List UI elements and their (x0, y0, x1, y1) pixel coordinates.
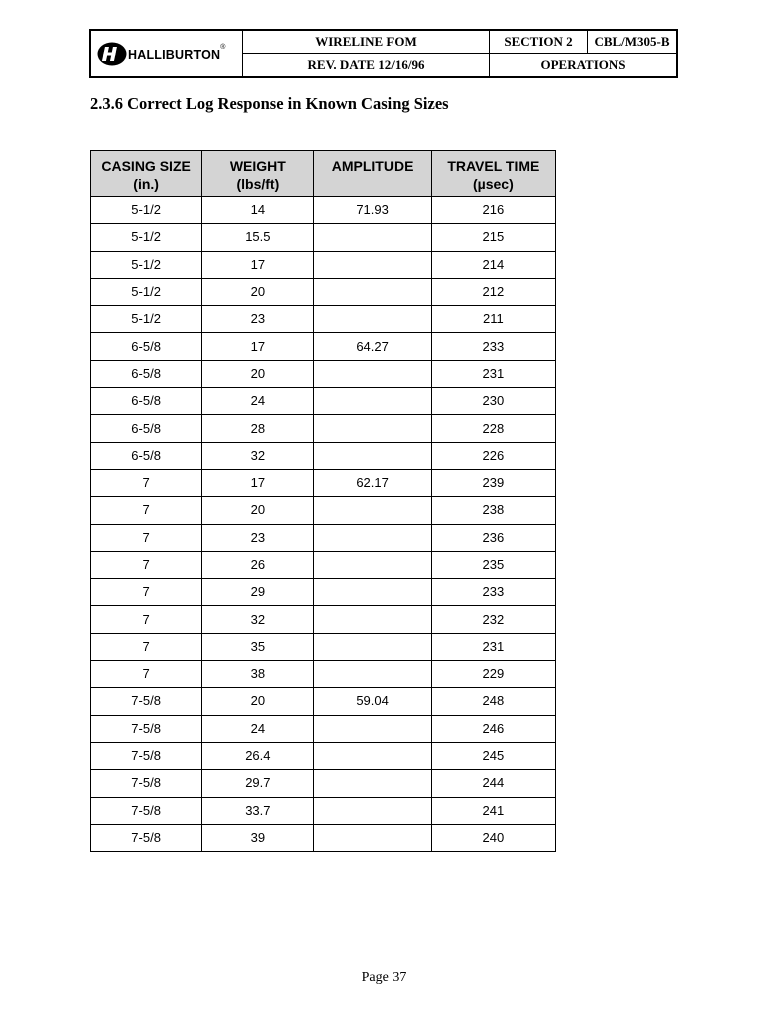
cell-amplitude: 62.17 (314, 469, 431, 496)
table-row (91, 415, 556, 442)
cell-weight: 32 (202, 442, 314, 469)
cell-amplitude (314, 306, 431, 333)
cell-travel-time: 233 (431, 579, 555, 606)
cell-weight: 14 (202, 197, 314, 224)
table-row (91, 469, 556, 496)
table-row (91, 360, 556, 387)
cell-weight: 23 (202, 306, 314, 333)
page-number: Page 37 (361, 970, 407, 985)
cell-travel-time: 212 (431, 278, 555, 305)
document-code: CBL/M305-B (594, 34, 670, 49)
table-row (91, 333, 556, 360)
table-row (91, 688, 556, 715)
header-amplitude (314, 151, 431, 197)
header-unit: (µsec) (472, 176, 514, 192)
logo-text: HALLIBURTON (128, 47, 221, 62)
table-row (91, 742, 556, 769)
cell-casing-size: 7-5/8 (91, 824, 202, 851)
header-line: TRAVEL TIME (447, 158, 540, 174)
cell-casing-size: 5-1/2 (91, 251, 202, 278)
cell-casing-size: 6-5/8 (91, 333, 202, 360)
cell-weight: 35 (202, 633, 314, 660)
header-unit: (lbs/ft) (236, 176, 280, 192)
cell-weight: 28 (202, 415, 314, 442)
cell-casing-size: 7 (91, 606, 202, 633)
cell-amplitude (314, 579, 431, 606)
cell-travel-time: 244 (431, 770, 555, 797)
chapter-label: OPERATIONS (540, 57, 626, 72)
cell-travel-time: 232 (431, 606, 555, 633)
cell-amplitude: 59.04 (314, 688, 431, 715)
cell-amplitude (314, 824, 431, 851)
cell-weight: 15.5 (202, 224, 314, 251)
header-casing-size (91, 151, 202, 197)
casing-response-table (90, 150, 556, 852)
cell-weight: 20 (202, 497, 314, 524)
header-line: WEIGHT (229, 158, 286, 174)
cell-travel-time: 240 (431, 824, 555, 851)
cell-amplitude (314, 251, 431, 278)
table-row (91, 497, 556, 524)
table-row (91, 633, 556, 660)
cell-travel-time: 245 (431, 742, 555, 769)
table-header-row (91, 151, 556, 197)
cell-casing-size: 7-5/8 (91, 797, 202, 824)
table-row (91, 579, 556, 606)
table-row (91, 606, 556, 633)
table-row (91, 715, 556, 742)
cell-travel-time: 211 (431, 306, 555, 333)
cell-casing-size: 5-1/2 (91, 224, 202, 251)
cell-weight: 23 (202, 524, 314, 551)
cell-casing-size: 7 (91, 469, 202, 496)
cell-travel-time: 246 (431, 715, 555, 742)
cell-amplitude (314, 742, 431, 769)
cell-casing-size: 6-5/8 (91, 388, 202, 415)
halliburton-logo-icon (97, 42, 127, 66)
cell-travel-time: 226 (431, 442, 555, 469)
cell-amplitude (314, 524, 431, 551)
cell-amplitude (314, 224, 431, 251)
cell-amplitude (314, 715, 431, 742)
cell-amplitude: 64.27 (314, 333, 431, 360)
cell-weight: 26 (202, 551, 314, 578)
cell-travel-time: 230 (431, 388, 555, 415)
table-row (91, 278, 556, 305)
section-label: SECTION 2 (490, 31, 588, 53)
cell-travel-time: 238 (431, 497, 555, 524)
cell-amplitude (314, 551, 431, 578)
table-row (91, 442, 556, 469)
cell-travel-time: 248 (431, 688, 555, 715)
manual-name: WIRELINE FOM (243, 31, 490, 53)
cell-travel-time: 216 (431, 197, 555, 224)
cell-amplitude: 71.93 (314, 197, 431, 224)
cell-weight: 17 (202, 333, 314, 360)
cell-casing-size: 5-1/2 (91, 306, 202, 333)
cell-casing-size: 7 (91, 524, 202, 551)
cell-weight: 33.7 (202, 797, 314, 824)
revision-date: REV. DATE 12/16/96 (243, 54, 490, 76)
cell-weight: 24 (202, 388, 314, 415)
cell-amplitude (314, 770, 431, 797)
cell-casing-size: 7 (91, 497, 202, 524)
cell-casing-size: 7-5/8 (91, 715, 202, 742)
cell-amplitude (314, 497, 431, 524)
cell-weight: 26.4 (202, 742, 314, 769)
cell-amplitude (314, 606, 431, 633)
cell-weight: 38 (202, 661, 314, 688)
cell-casing-size: 6-5/8 (91, 360, 202, 387)
cell-casing-size: 6-5/8 (91, 442, 202, 469)
table-row (91, 388, 556, 415)
cell-travel-time: 228 (431, 415, 555, 442)
cell-travel-time: 231 (431, 360, 555, 387)
cell-casing-size: 5-1/2 (91, 278, 202, 305)
section-title: 2.3.6 Correct Log Response in Known Casing Sizes (90, 94, 449, 113)
table-body (91, 197, 556, 852)
document-header (89, 29, 678, 78)
cell-travel-time: 235 (431, 551, 555, 578)
cell-casing-size: 7 (91, 661, 202, 688)
header-line: CASING SIZE (101, 158, 191, 174)
cell-travel-time: 215 (431, 224, 555, 251)
cell-casing-size: 7-5/8 (91, 770, 202, 797)
table-row (91, 770, 556, 797)
header-weight (202, 151, 314, 197)
cell-weight: 17 (202, 469, 314, 496)
cell-casing-size: 7-5/8 (91, 742, 202, 769)
cell-weight: 32 (202, 606, 314, 633)
cell-casing-size: 7-5/8 (91, 688, 202, 715)
cell-casing-size: 7 (91, 579, 202, 606)
table-row (91, 224, 556, 251)
cell-weight: 20 (202, 278, 314, 305)
cell-amplitude (314, 633, 431, 660)
cell-travel-time: 239 (431, 469, 555, 496)
table-row (91, 551, 556, 578)
table-row (91, 524, 556, 551)
header-travel-time (431, 151, 555, 197)
table-row (91, 306, 556, 333)
header-line: AMPLITUDE (331, 158, 414, 174)
header-unit: (in.) (133, 176, 159, 192)
table-row (91, 251, 556, 278)
cell-amplitude (314, 661, 431, 688)
cell-weight: 20 (202, 688, 314, 715)
cell-casing-size: 7 (91, 551, 202, 578)
registered-mark: ® (220, 44, 226, 51)
cell-travel-time: 241 (431, 797, 555, 824)
cell-amplitude (314, 442, 431, 469)
table-row (91, 824, 556, 851)
cell-casing-size: 6-5/8 (91, 415, 202, 442)
cell-amplitude (314, 278, 431, 305)
cell-weight: 24 (202, 715, 314, 742)
table-row (91, 197, 556, 224)
cell-amplitude (314, 388, 431, 415)
cell-travel-time: 214 (431, 251, 555, 278)
table-row (91, 661, 556, 688)
cell-travel-time: 236 (431, 524, 555, 551)
cell-casing-size: 5-1/2 (91, 197, 202, 224)
company-logo (91, 31, 243, 76)
cell-weight: 39 (202, 824, 314, 851)
table-row (91, 797, 556, 824)
cell-weight: 17 (202, 251, 314, 278)
cell-amplitude (314, 360, 431, 387)
cell-amplitude (314, 415, 431, 442)
cell-travel-time: 233 (431, 333, 555, 360)
cell-weight: 20 (202, 360, 314, 387)
cell-weight: 29.7 (202, 770, 314, 797)
cell-travel-time: 229 (431, 661, 555, 688)
cell-weight: 29 (202, 579, 314, 606)
cell-casing-size: 7 (91, 633, 202, 660)
cell-amplitude (314, 797, 431, 824)
cell-travel-time: 231 (431, 633, 555, 660)
